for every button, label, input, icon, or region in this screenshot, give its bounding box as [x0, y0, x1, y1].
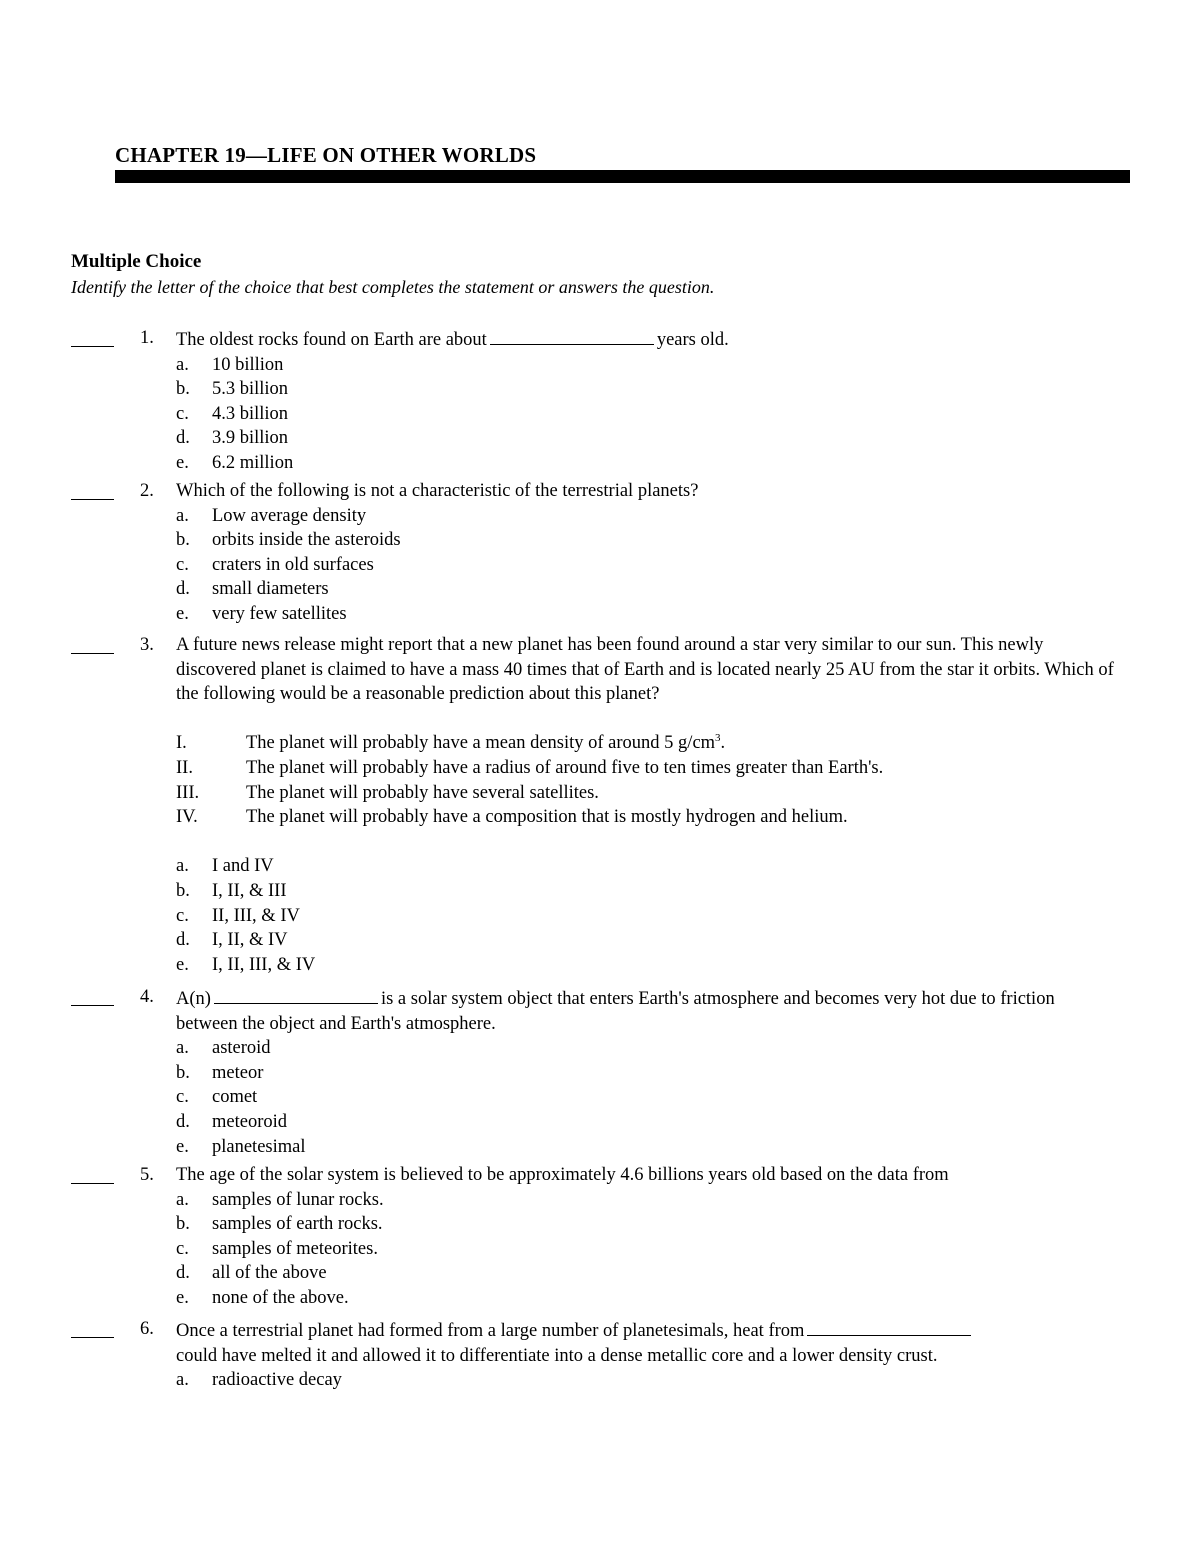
choice-text: meteor	[212, 1062, 264, 1083]
question-text-before: The oldest rocks found on Earth are about	[176, 330, 487, 350]
chapter-title: CHAPTER 19—LIFE ON OTHER WORLDS	[115, 143, 537, 167]
statement-numeral: III.	[176, 782, 200, 803]
choice-text: I, II, & III	[212, 880, 287, 901]
choice-item	[176, 1135, 1116, 1160]
title-rule	[115, 170, 1130, 183]
question-number: 1.	[140, 328, 154, 348]
choice-item	[176, 1188, 1116, 1213]
choice-item	[176, 602, 1116, 627]
choice-letter: e.	[176, 1287, 189, 1308]
choice-text: samples of earth rocks.	[212, 1214, 383, 1235]
statement-item	[176, 756, 1116, 781]
choice-item	[176, 577, 1116, 602]
choice-list	[176, 1368, 1116, 1393]
question-text	[176, 985, 1116, 1036]
choice-letter: e.	[176, 1136, 189, 1157]
choice-item	[176, 904, 1116, 929]
answer-blank-2[interactable]	[71, 479, 114, 504]
choice-list	[176, 504, 1116, 627]
choice-text: meteoroid	[212, 1111, 288, 1132]
question-text-after: could have melted it and allowed it to differentiate into a dense metallic core and a lower density crust.	[176, 1345, 938, 1366]
choice-list	[176, 1188, 1116, 1311]
question-text-after: years old.	[656, 330, 729, 350]
choice-item	[176, 854, 1116, 879]
question-number: 2.	[140, 481, 154, 501]
fill-in-blank	[490, 326, 654, 345]
choice-text: planetesimal	[212, 1136, 306, 1157]
choice-item	[176, 426, 1116, 451]
choice-text: 4.3 billion	[212, 403, 289, 424]
superscript: 3	[715, 732, 721, 745]
question-text-after: is a solar system object that enters Earth's atmosphere and becomes very hot due to friction between the object and Earth's atmosphere.	[176, 989, 1055, 1034]
choice-letter: e.	[176, 452, 189, 473]
statement-numeral: II.	[176, 757, 193, 778]
choice-text: none of the above.	[212, 1287, 349, 1308]
answer-blank-5[interactable]	[71, 1163, 114, 1188]
choice-letter: b.	[176, 530, 190, 551]
choice-letter: b.	[176, 880, 190, 901]
choice-item	[176, 451, 1116, 476]
fill-in-blank	[214, 985, 378, 1004]
choice-item	[176, 953, 1116, 978]
statement-numeral: IV.	[176, 807, 198, 828]
question-text	[176, 326, 1116, 353]
choice-text: very few satellites	[212, 603, 347, 624]
choice-text: I, II, & IV	[212, 930, 288, 951]
choice-text: 5.3 billion	[212, 379, 289, 400]
choice-text: comet	[212, 1087, 258, 1108]
choice-letter: a.	[176, 1189, 189, 1210]
choice-item	[176, 553, 1116, 578]
choice-item	[176, 879, 1116, 904]
choice-list	[176, 1036, 1116, 1159]
statement-list	[176, 731, 1116, 829]
choice-text: asteroid	[212, 1038, 271, 1059]
choice-list	[176, 353, 1116, 476]
choice-item	[176, 1110, 1116, 1135]
choice-letter: a.	[176, 1370, 189, 1391]
choice-text: Low average density	[212, 505, 367, 526]
statement-numeral: I.	[176, 733, 187, 754]
choice-text: I and IV	[212, 856, 274, 877]
section-heading: Multiple Choice	[71, 251, 202, 272]
statement-text: The planet will probably have a mean density of around 5 g/cm	[246, 733, 716, 754]
choice-item	[176, 1286, 1116, 1311]
statement-item	[176, 805, 1116, 830]
choice-letter: c.	[176, 403, 189, 424]
choice-item	[176, 1368, 1116, 1393]
question-text-before: A(n)	[176, 989, 211, 1009]
choice-letter: c.	[176, 905, 189, 926]
choice-letter: b.	[176, 1214, 190, 1235]
choice-letter: a.	[176, 354, 189, 375]
choice-letter: d.	[176, 1111, 190, 1132]
choice-text: 6.2 million	[212, 452, 294, 473]
choice-text: all of the above	[212, 1263, 327, 1284]
answer-blank-1[interactable]	[71, 326, 114, 351]
question-text: A future news release might report that a new planet has been found around a star very similar to our sun. This newly discovered planet is claimed to have a mass 40 times that of Earth and is located nearly 25 AU from the star it orbits. Which of the following would be a reasonable prediction about this planet?	[176, 635, 1114, 705]
choice-text: 10 billion	[212, 354, 284, 375]
choice-letter: d.	[176, 930, 190, 951]
choice-item	[176, 928, 1116, 953]
question-number: 3.	[140, 635, 154, 655]
answer-blank-6[interactable]	[71, 1317, 114, 1342]
choice-item	[176, 1212, 1116, 1237]
choice-letter: b.	[176, 1062, 190, 1083]
statement-item	[176, 731, 1116, 756]
choice-item	[176, 528, 1116, 553]
choice-text: orbits inside the asteroids	[212, 530, 401, 551]
choice-text: samples of lunar rocks.	[212, 1189, 384, 1210]
choice-letter: a.	[176, 505, 189, 526]
section-instructions: Identify the letter of the choice that best completes the statement or answers the question.	[71, 277, 715, 297]
choice-letter: a.	[176, 1038, 189, 1059]
question-number: 6.	[140, 1319, 154, 1339]
statement-text: The planet will probably have a composition that is mostly hydrogen and helium.	[246, 807, 848, 828]
statement-item	[176, 781, 1116, 806]
choice-text: craters in old surfaces	[212, 554, 374, 575]
question-number: 5.	[140, 1165, 154, 1185]
question-number: 4.	[140, 987, 154, 1007]
fill-in-blank	[807, 1317, 971, 1336]
question-text: The age of the solar system is believed to be approximately 4.6 billions years old based on the data from	[176, 1165, 949, 1185]
choice-text: 3.9 billion	[212, 428, 289, 449]
choice-letter: c.	[176, 1238, 189, 1259]
statement-text: The planet will probably have a radius of around five to ten times greater than Earth's.	[246, 757, 884, 778]
choice-item	[176, 1061, 1116, 1086]
answer-blank-4[interactable]	[71, 985, 114, 1010]
choice-letter: a.	[176, 856, 189, 877]
choice-text: small diameters	[212, 579, 329, 600]
choice-item	[176, 1085, 1116, 1110]
choice-letter: e.	[176, 603, 189, 624]
question-text	[176, 1317, 1116, 1368]
choice-item	[176, 1237, 1116, 1262]
question-text: Which of the following is not a characteristic of the terrestrial planets?	[176, 481, 699, 501]
choice-text: radioactive decay	[212, 1370, 342, 1391]
choice-item	[176, 353, 1116, 378]
choice-letter: c.	[176, 1087, 189, 1108]
choice-letter: b.	[176, 379, 190, 400]
choice-letter: d.	[176, 428, 190, 449]
choice-item	[176, 504, 1116, 529]
choice-item	[176, 1261, 1116, 1286]
choice-letter: e.	[176, 954, 189, 975]
choice-text: I, II, III, & IV	[212, 954, 316, 975]
choice-text: samples of meteorites.	[212, 1238, 378, 1259]
choice-text: II, III, & IV	[212, 905, 300, 926]
choice-item	[176, 402, 1116, 427]
choice-list	[176, 854, 1116, 977]
statement-suffix: .	[720, 733, 726, 754]
answer-blank-3[interactable]	[71, 633, 114, 658]
choice-item	[176, 1036, 1116, 1061]
choice-letter: d.	[176, 1263, 190, 1284]
choice-letter: c.	[176, 554, 189, 575]
choice-item	[176, 377, 1116, 402]
choice-letter: d.	[176, 579, 190, 600]
statement-text: The planet will probably have several satellites.	[246, 782, 599, 803]
question-text-before: Once a terrestrial planet had formed from a large number of planetesimals, heat from	[176, 1321, 805, 1341]
